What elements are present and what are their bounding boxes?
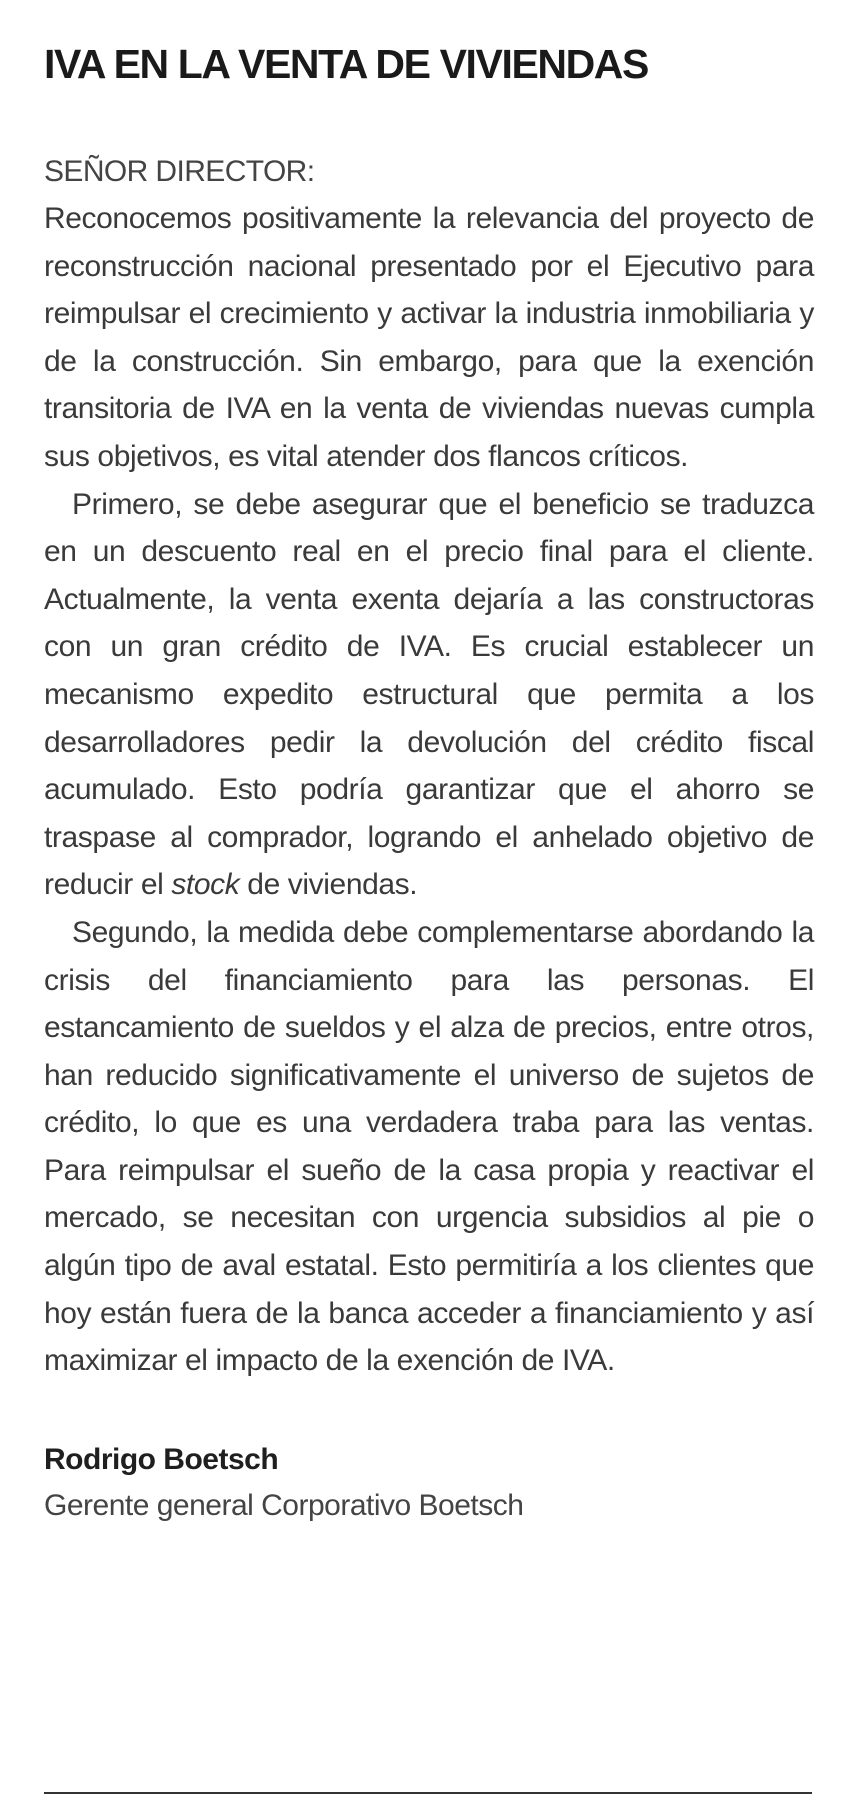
italic-word: stock (171, 868, 240, 902)
paragraph-1: Reconocemos positivamente la relevancia del proyecto de reconstrucción nacional presentado por el Ejecutivo para reimpulsar el crecimiento y activar la industria inmobiliaria y de la construcción. Sin embargo, para que la exención transitoria de IVA en la venta de viviendas nuevas cumpla sus objetivos, es vital atender dos flancos críticos. (44, 202, 814, 473)
letter-body (44, 195, 814, 1385)
paragraph-2-tail: de viviendas. (239, 868, 418, 902)
paragraph-2-text: Primero, se debe asegurar que el beneficio se traduzca en un descuento real en el precio final para el cliente. Actualmente, la venta exenta dejaría a las constructoras con un gran crédito de IVA. Es crucial establecer un mecanismo expedito estructural que permita a los desarrolladores pedir la devolución del crédito fiscal acumulado. Esto podría garantizar que el ahorro se traspase al comprador, logrando el anhelado objetivo de reducir el (44, 487, 814, 902)
signer-name: Rodrigo Boetsch (44, 1442, 279, 1476)
signature-block (44, 1437, 814, 1529)
bottom-divider (44, 1792, 812, 1794)
signer-title: Gerente general Corporativo Boetsch (44, 1488, 524, 1522)
salutation: SEÑOR DIRECTOR: (44, 155, 315, 188)
paragraph-3: Segundo, la medida debe complementarse abordando la crisis del financiamiento para las personas. El estancamiento de sueldos y el alza de precios, entre otros, han reducido significativamente el universo de sujetos de crédito, lo que es una verdadera traba para las ventas. Para reimpulsar el sueño de la casa propia y reactivar el mercado, se necesitan con urgencia subsidios al pie o algún tipo de aval estatal. Esto permitiría a los clientes que hoy están fuera de la banca acceder a financiamiento y así maximizar el impacto de la exención de IVA. (44, 915, 814, 1378)
headline: IVA EN LA VENTA DE VIVIENDAS (44, 41, 648, 87)
paragraph-2 (44, 481, 814, 909)
letter-page (44, 36, 814, 1529)
